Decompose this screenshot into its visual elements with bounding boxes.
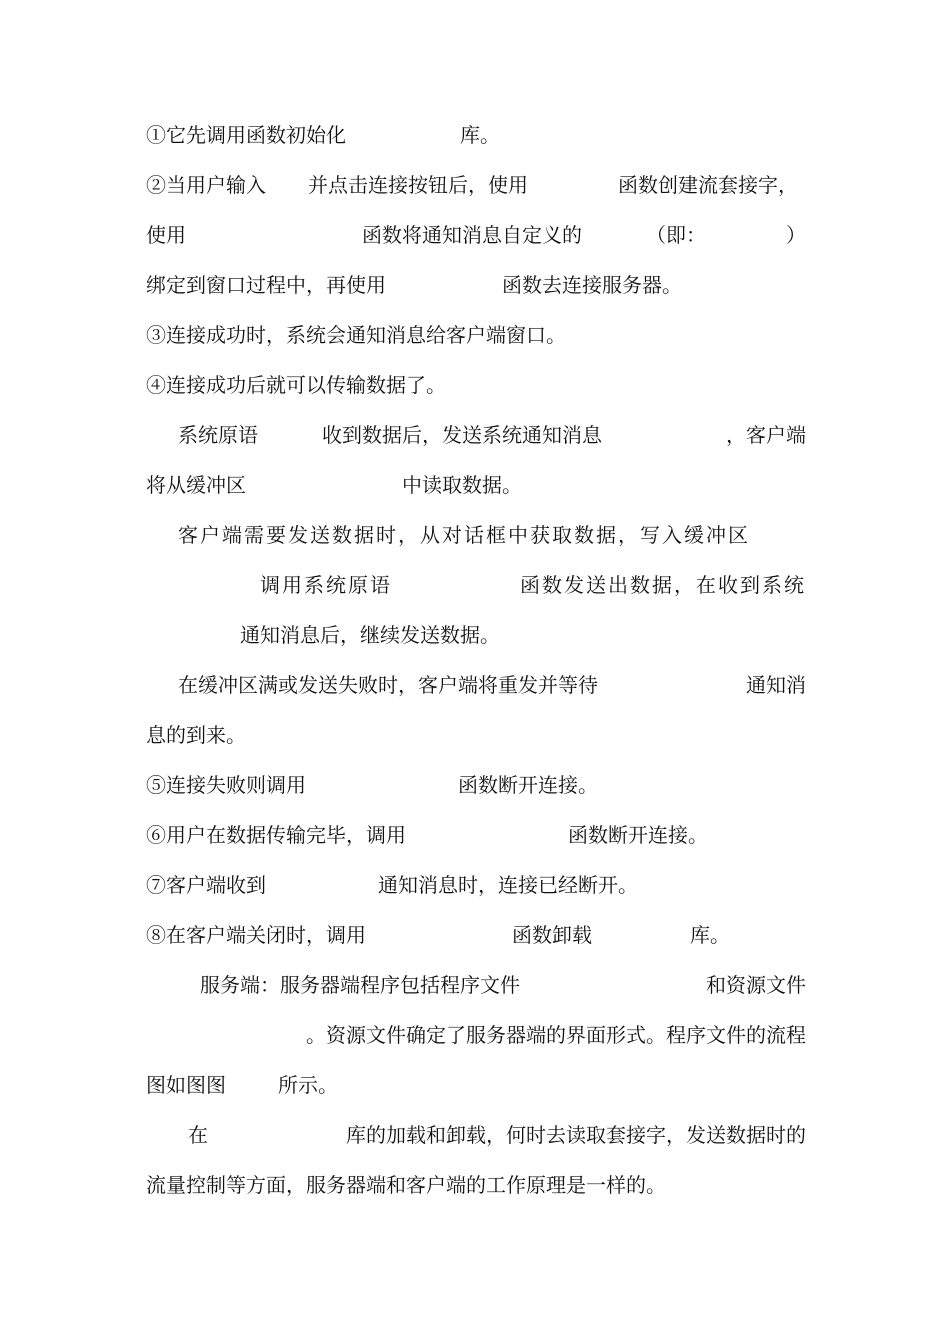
text-segment: 客户端需要发送数据时，从对话框中获取数据，写入缓冲区 bbox=[178, 523, 750, 547]
text-line-20 bbox=[146, 1060, 806, 1110]
text-segment: 使用 bbox=[146, 223, 186, 247]
text-segment: 收到数据后，发送系统通知消息 bbox=[322, 423, 602, 447]
text-line-8 bbox=[146, 460, 806, 510]
text-line-21 bbox=[146, 1110, 806, 1160]
text-segment: 通知消 bbox=[746, 673, 806, 697]
text-segment: 通知消息后，继续发送数据。 bbox=[240, 623, 500, 647]
text-segment: 函数卸载 bbox=[512, 923, 592, 947]
text-line-16 bbox=[146, 860, 806, 910]
text-segment: 在 bbox=[188, 1123, 208, 1147]
text-segment: 将从缓冲区 bbox=[146, 473, 246, 497]
text-segment: 在缓冲区满或发送失败时，客户端将重发并等待 bbox=[178, 673, 598, 697]
text-segment: 函数去连接服务器。 bbox=[502, 273, 682, 297]
text-line-12 bbox=[146, 660, 806, 710]
text-segment: 函数创建流套接字， bbox=[618, 173, 798, 197]
text-segment: 流量控制等方面，服务器端和客户端的工作原理是一样的。 bbox=[146, 1173, 666, 1197]
text-segment: 通知消息时，连接已经断开。 bbox=[378, 873, 638, 897]
text-line-11 bbox=[146, 610, 806, 660]
text-segment: ⑦客户端收到 bbox=[146, 873, 266, 897]
text-line-18 bbox=[146, 960, 806, 1010]
text-segment: 图如图图 bbox=[146, 1073, 226, 1097]
text-segment: 所示。 bbox=[278, 1073, 338, 1097]
text-segment: 并点击连接按钮后，使用 bbox=[308, 173, 528, 197]
text-line-14 bbox=[146, 760, 806, 810]
text-line-4 bbox=[146, 260, 806, 310]
text-segment: ⑤连接失败则调用 bbox=[146, 773, 306, 797]
text-line-10 bbox=[146, 560, 806, 610]
text-segment: 函数断开连接。 bbox=[568, 823, 708, 847]
text-segment: 绑定到窗口过程中，再使用 bbox=[146, 273, 386, 297]
text-segment: ①它先调用函数初始化 bbox=[146, 123, 346, 147]
text-segment: 函数发送出数据，在收到系统 bbox=[520, 573, 806, 597]
text-line-2 bbox=[146, 160, 806, 210]
text-segment: ④连接成功后就可以传输数据了。 bbox=[146, 373, 446, 397]
text-segment: ②当用户输入 bbox=[146, 173, 266, 197]
text-line-13 bbox=[146, 710, 806, 760]
text-line-6 bbox=[146, 360, 806, 410]
text-segment: 息的到来。 bbox=[146, 723, 246, 747]
text-line-9 bbox=[146, 510, 806, 560]
text-segment: 系统原语 bbox=[178, 423, 258, 447]
text-segment: 函数将通知消息自定义的 bbox=[362, 223, 582, 247]
text-segment: ） bbox=[786, 223, 806, 247]
text-segment: 。资源文件确定了服务器端的界面形式。程序文件的流程 bbox=[306, 1023, 806, 1047]
text-segment: 和资源文件 bbox=[706, 973, 806, 997]
text-line-22 bbox=[146, 1160, 806, 1210]
text-line-5 bbox=[146, 310, 806, 360]
text-line-7 bbox=[146, 410, 806, 460]
text-line-3 bbox=[146, 210, 806, 260]
text-segment: ③连接成功时，系统会通知消息给客户端窗口。 bbox=[146, 323, 566, 347]
text-line-19 bbox=[146, 1010, 806, 1060]
text-segment: 库。 bbox=[460, 123, 500, 147]
text-segment: 库的加载和卸载，何时去读取套接字，发送数据时的 bbox=[346, 1123, 806, 1147]
text-segment: ⑧在客户端关闭时，调用 bbox=[146, 923, 366, 947]
text-line-1 bbox=[146, 110, 806, 160]
text-line-15 bbox=[146, 810, 806, 860]
text-segment: ⑥用户在数据传输完毕，调用 bbox=[146, 823, 406, 847]
text-segment: 库。 bbox=[690, 923, 730, 947]
text-segment: 函数断开连接。 bbox=[458, 773, 598, 797]
text-segment: 中读取数据。 bbox=[402, 473, 522, 497]
text-segment: 调用系统原语 bbox=[260, 573, 392, 597]
text-segment: （即： bbox=[646, 223, 706, 247]
text-line-17 bbox=[146, 910, 806, 960]
text-segment: ，客户端 bbox=[726, 423, 806, 447]
text-segment: 服务端：服务器端程序包括程序文件 bbox=[200, 973, 520, 997]
